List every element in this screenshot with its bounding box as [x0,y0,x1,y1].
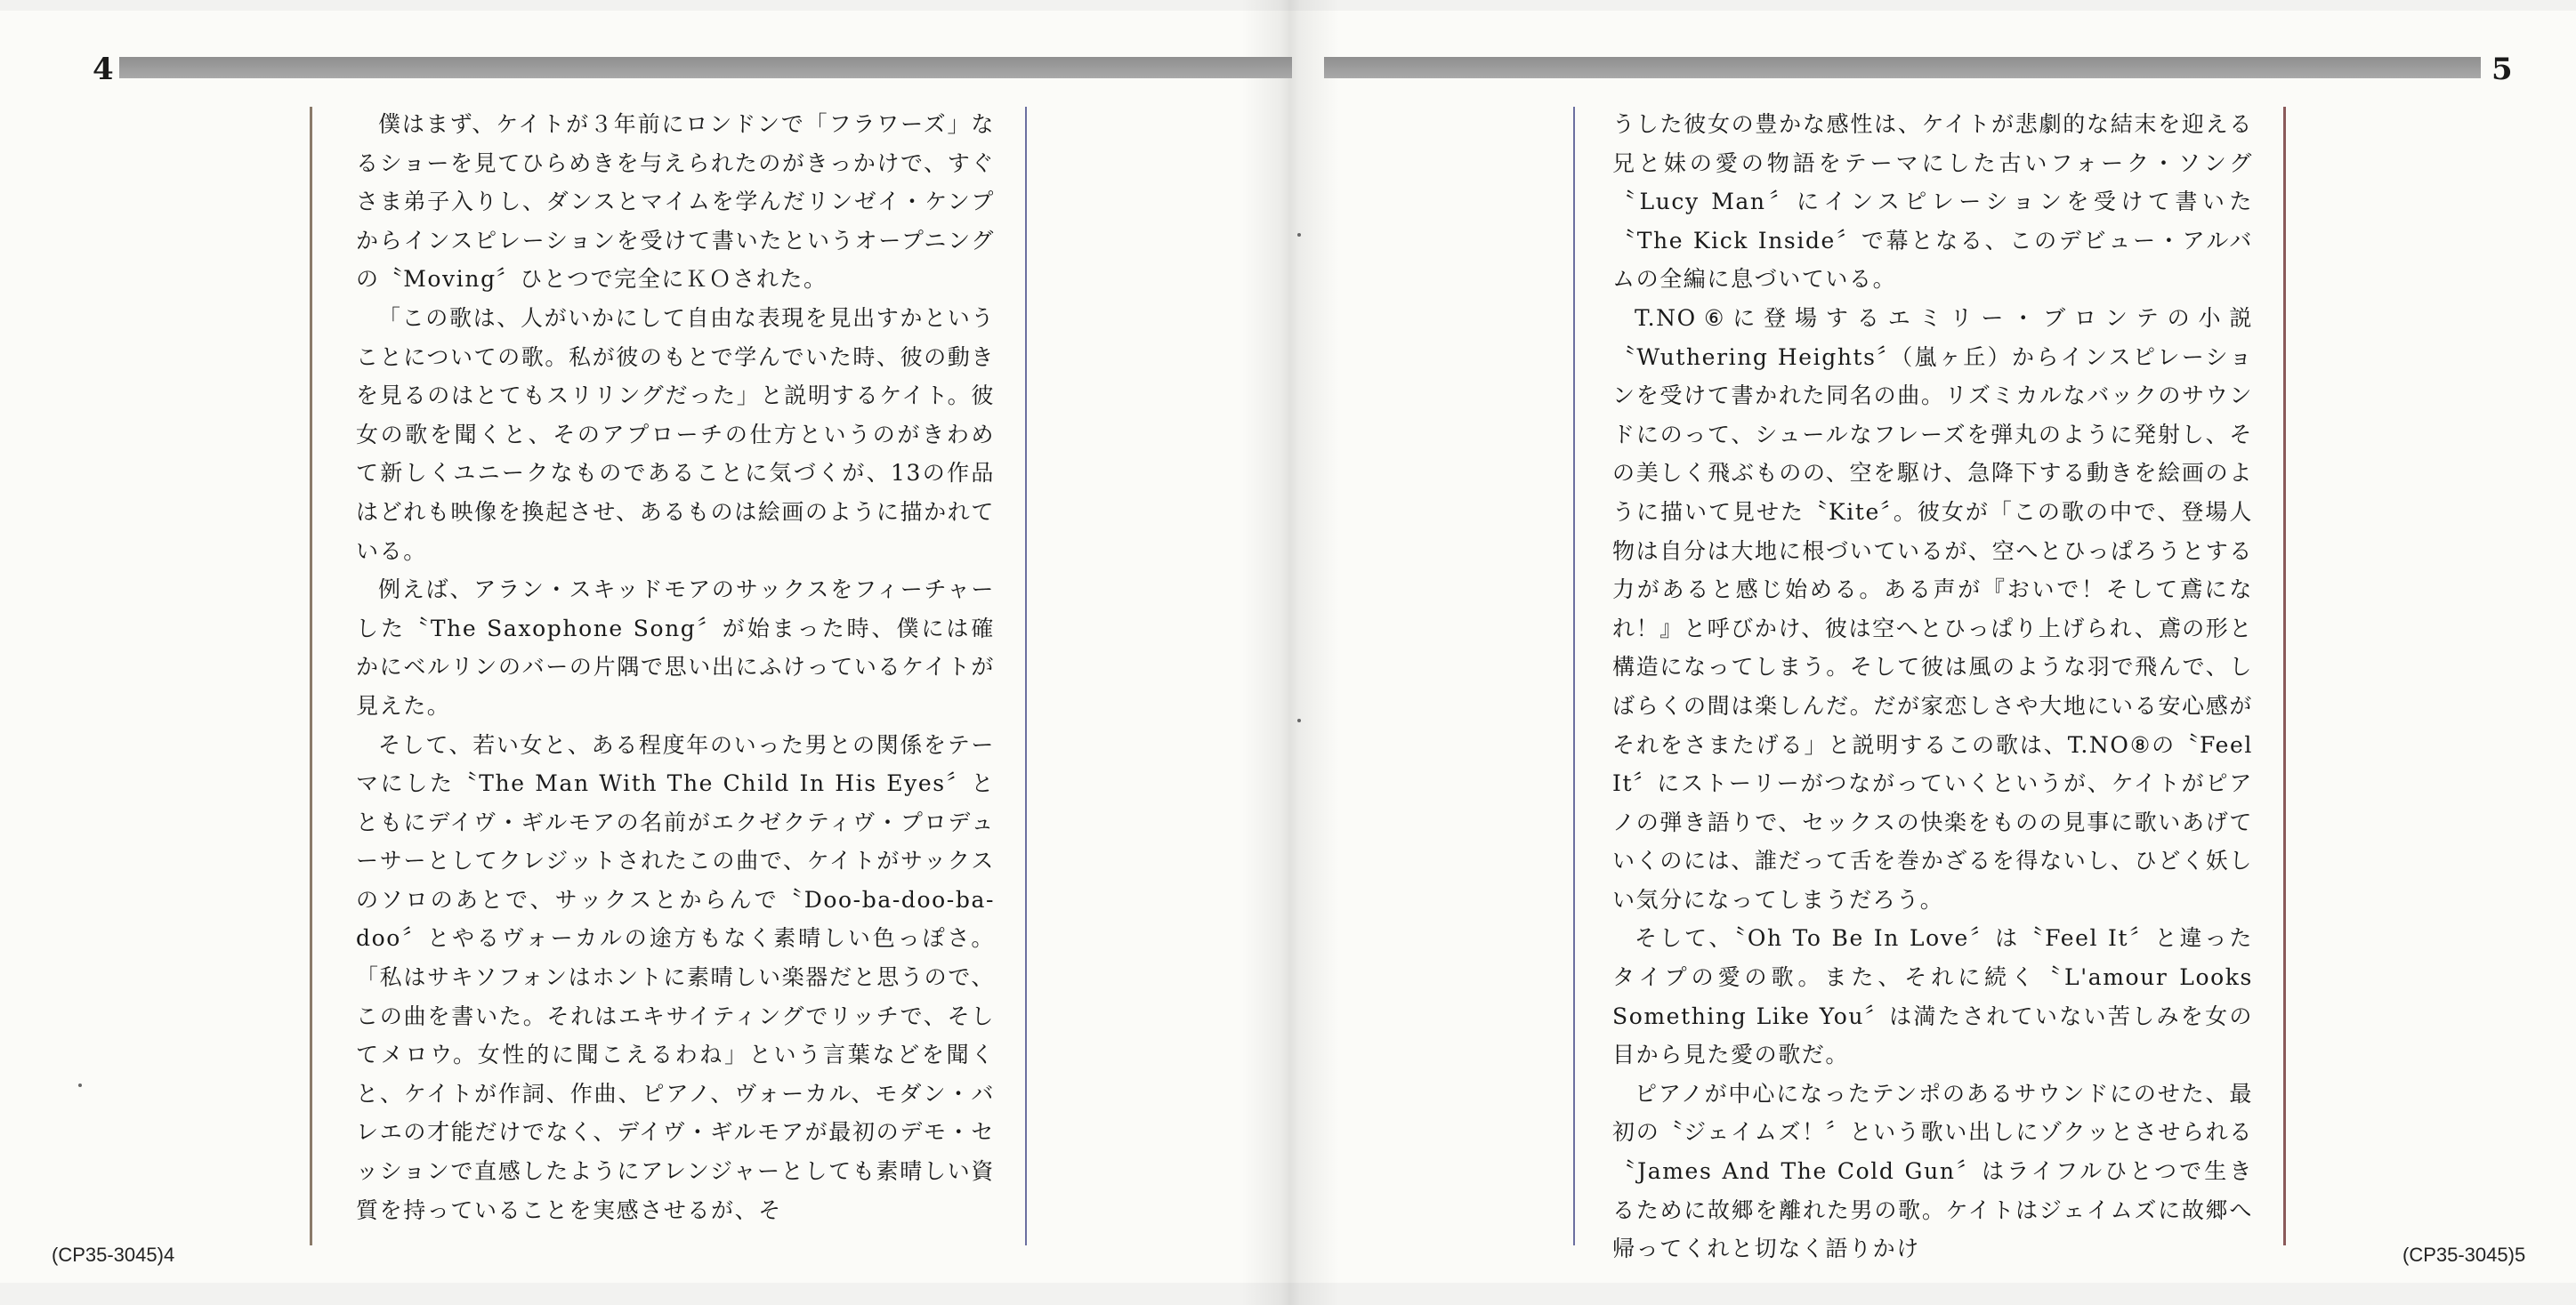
body-paragraph: ピアノが中心になったテンポのあるサウンドにのせた、最初の〝ジェイムズ！〞という歌い出しにゾクッとさせられる〝James And The Cold Gun〞はライフルひとつで生きるために故郷を離れた男の歌。ケイトはジェイムズに故郷へ帰ってくれと切なく語りかけ [1612,1080,2253,1262]
body-paragraph: そして、若い女と、ある程度年のいった男との関係をテーマにした〝The Man With The Child In His Eyes〞とともにデイヴ・ギルモアの名前がエクゼクティヴ・プロデューサーとしてクレジットされたこの曲で、ケイトがサックスのソロのあとで、サックスとからんで〝Doo-ba-doo-ba-doo〞とやるヴォーカルの途方もなく素晴しい色っぽさ。「私はサキソフォンはホントに素晴しい楽器だと思うので、この曲を書いた。それはエキサイティングでリッチで、そしてメロウ。女性的に聞こえるわね」という言葉などを聞くと、ケイトが作詞、作曲、ピアノ、ヴォーカル、モダン・バレエの才能だけでなく、デイヴ・ギルモアが最初のデモ・セッションで直感したようにアレンジャーとしても素晴しい資質を持っていることを実感させるが、そ [356,731,995,1223]
right-header-bar [1324,57,2481,78]
left-column-rule-right [1025,107,1027,1245]
left-header-bar [119,57,1292,78]
right-column-rule-left [1573,107,1575,1245]
right-page-number: 5 [2491,52,2513,87]
body-paragraph: T.NO⑥に登場するエミリー・ブロンテの小説〝Wuthering Heights〞（嵐ヶ丘）からインスピレーションを受けて書かれた同名の曲。リズミカルなバックのサウンドにのって、シュールなフレーズを弾丸のように発射し、その美しく飛ぶものの、空を駆け、急降下する動きを絵画のように描いて見せた〝Kite〞。彼女が「この歌の中で、登場人物は自分は大地に根づいているが、空へとひっぱろうとする力があると感じ始める。ある声が『おいで！そして鳶になれ！』と呼びかけ、彼は空へとひっぱり上げられ、鳶の形と構造になってしまう。そして彼は風のような羽で飛んで、しばらくの間は楽しんだ。だが家恋しさや大地にいる安心感がそれをさまたげる」と説明するこの歌は、T.NO⑧の〝Feel It〞にストーリーがつながっていくというが、ケイトがピアノの弾き語りで、セックスの快楽をものの見事に歌いあげていくのには、誰だって舌を巻かざるを得ないし、ひどく妖しい気分になってしまうだろう。 [1612,304,2253,913]
body-paragraph: うした彼女の豊かな感性は、ケイトが悲劇的な結末を迎える兄と妹の愛の物語をテーマにした古いフォーク・ソング〝Lucy Man〞にインスピレーションを受けて書いた〝The Kick Inside〞で幕となる、このデビュー・アルバムの全編に息づいている。 [1612,111,2253,293]
right-text-column [1612,105,2253,1269]
right-catalog-code: (CP35-3045)5 [2402,1244,2526,1266]
page-gutter-shadow [1241,0,1339,1305]
body-paragraph: 「この歌は、人がいかにして自由な表現を見出すかということについての歌。私が彼のもとで学んでいた時、彼の動きを見るのはとてもスリリングだった」と説明するケイト。彼女の歌を聞くと、そのアプローチの仕方というのがきわめて新しくユニークなものであることに気づくが、13の作品はどれも映像を換起させ、あるものは絵画のように描かれている。 [356,304,995,564]
left-page-number: 4 [93,52,114,87]
body-paragraph: そして、〝Oh To Be In Love〞は〝Feel It〞と違ったタイプの愛の歌。また、それに続く〝L'amour Looks Something Like You〞は満たされていない苦しみを女の目から見た愛の歌だ。 [1612,925,2253,1068]
print-speck [1297,719,1301,722]
left-text-column [356,105,995,1229]
body-paragraph: 例えば、アラン・スキッドモアのサックスをフィーチャーした〝The Saxophone Song〞が始まった時、僕には確かにベルリンのバーの片隅で思い出にふけっているケイトが見えた。 [356,576,995,719]
print-speck [1297,233,1301,237]
left-column-rule-left [310,107,312,1245]
left-catalog-code: (CP35-3045)4 [52,1244,175,1266]
print-speck [78,1083,82,1087]
right-column-rule-right [2283,107,2286,1245]
body-paragraph: 僕はまず、ケイトが３年前にロンドンで「フラワーズ」なるショーを見てひらめきを与えられたのがきっかけで、すぐさま弟子入りし、ダンスとマイムを学んだリンゼイ・ケンプからインスピレーションを受けて書いたというオープニングの〝Moving〞ひとつで完全にＫＯされた。 [356,111,995,293]
